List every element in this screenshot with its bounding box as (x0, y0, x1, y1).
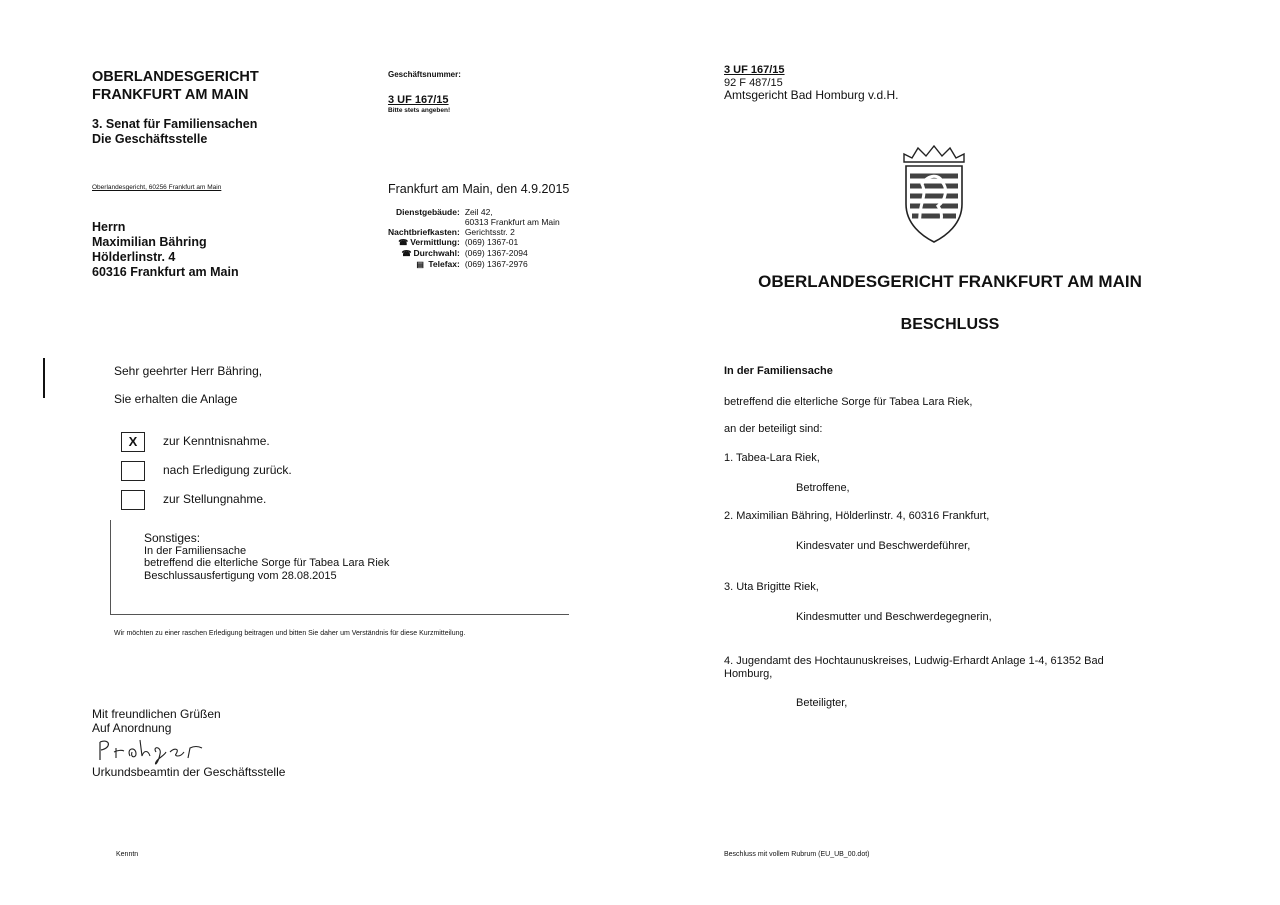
party-4-role: Beteiligter, (796, 697, 848, 709)
party-2-role: Kindesvater und Beschwerdeführer, (796, 540, 971, 552)
document-title: BESCHLUSS (900, 316, 1000, 333)
case-number-label: Geschäftsnummer: (388, 70, 461, 79)
sender-line: Oberlandesgericht, 60256 Frankfurt am Main (92, 184, 222, 191)
telefax-label: Telefax: (428, 259, 460, 269)
dienstgebaeude-value (465, 207, 560, 227)
greeting: Sehr geehrter Herr Bähring, (114, 364, 263, 378)
recipient-street: Hölderlinstr. 4 (92, 250, 176, 264)
recipient-city: 60316 Frankfurt am Main (92, 265, 239, 279)
vermittlung-row-label (388, 237, 465, 248)
checkbox-kenntnisnahme[interactable]: X (121, 432, 145, 452)
telefax-row-label (388, 259, 465, 270)
sonstiges-block (144, 532, 389, 582)
checkbox-stellungnahme[interactable] (121, 490, 145, 510)
court-contact-info (388, 207, 560, 270)
nachtbriefkasten-label: Nachtbriefkasten: (388, 227, 460, 237)
party-4-line1: 4. Jugendamt des Hochtaunuskreises, Ludwig-Erhardt Anlage 1-4, 61352 Bad (724, 655, 1104, 667)
case-number-note: Bitte stets angeben! (388, 107, 451, 114)
anlage-intro: Sie erhalten die Anlage (114, 392, 238, 406)
familiensache-heading: In der Familiensache (724, 365, 833, 377)
phone-icon: ☎ (401, 249, 412, 258)
geschaeftsstelle-line: Die Geschäftsstelle (92, 132, 208, 146)
durchwahl-value: (069) 1367-2094 (464, 248, 528, 258)
beschluss-footer: Beschluss mit vollem Rubrum (EU_UB_00.dot) (724, 851, 870, 858)
court-header (92, 68, 352, 104)
sonstiges-title: Sonstiges: (144, 531, 201, 545)
nachtbriefkasten-value: Gerichtsstr. 2 (464, 227, 515, 237)
vermittlung-value: (069) 1367-01 (464, 237, 519, 247)
party-1: 1. Tabea-Lara Riek, (724, 452, 820, 464)
party-1-role: Betroffene, (796, 482, 850, 494)
party-2: 2. Maximilian Bähring, Hölderlinstr. 4, 60316 Frankfurt, (724, 510, 990, 522)
letter-footer: Kenntn (116, 851, 139, 858)
notice-text: Wir möchten zu einer raschen Erledigung beitragen und bitten Sie daher um Verständnis für diese Kurzmitteilung. (114, 630, 466, 637)
checkbox-stellungnahme-label: zur Stellungnahme. (163, 492, 267, 506)
sonstiges-line: betreffend die elterliche Sorge für Tabea Lara Riek (144, 557, 390, 569)
margin-mark (43, 358, 45, 398)
closing-regards: Mit freundlichen Grüßen (92, 707, 221, 721)
party-4-line2: Homburg, (724, 668, 773, 680)
party-3-role: Kindesmutter und Beschwerdegegnerin, (796, 611, 992, 623)
durchwahl-label: Durchwahl: (413, 248, 460, 258)
sonstiges-line: Beschlussausfertigung vom 28.08.2015 (144, 569, 337, 582)
senat-line: 3. Senat für Familiensachen (92, 117, 258, 131)
dienstgebaeude-line2: 60313 Frankfurt am Main (464, 217, 560, 227)
court-name-line2: FRANKFURT AM MAIN (92, 87, 249, 103)
checkbox-erledigung-label: nach Erledigung zurück. (163, 463, 292, 477)
recipient-salutation: Herrn (92, 220, 126, 234)
party-4 (724, 655, 1104, 681)
reference-lower-court: Amtsgericht Bad Homburg v.d.H. (724, 88, 899, 102)
closing (92, 707, 221, 735)
official-title: Urkundsbeamtin der Geschäftsstelle (92, 765, 286, 779)
phone-icon: ☎ (398, 238, 409, 247)
place-date: Frankfurt am Main, den 4.9.2015 (388, 182, 570, 196)
reference-block (724, 64, 899, 102)
parties-intro: an der beteiligt sind: (724, 423, 823, 435)
dienstgebaeude-line1: Zeil 42, (464, 207, 493, 217)
vermittlung-label: Vermittlung: (410, 237, 460, 247)
fax-icon: ▤ (416, 260, 424, 269)
senat-block (92, 117, 257, 147)
checkbox-erledigung[interactable] (121, 461, 145, 481)
case-number: 3 UF 167/15 (388, 94, 449, 106)
handwritten-signature (96, 734, 208, 766)
durchwahl-row-label (388, 248, 465, 259)
dienstgebaeude-label: Dienstgebäude: (396, 207, 460, 217)
reference-case-number: 3 UF 167/15 (724, 64, 785, 76)
sonstiges-line: In der Familiensache (144, 544, 247, 557)
checkbox-kenntnisnahme-label: zur Kenntnisnahme. (163, 434, 270, 448)
party-3: 3. Uta Brigitte Riek, (724, 581, 819, 593)
subject-line: betreffend die elterliche Sorge für Tabea Lara Riek, (724, 396, 973, 408)
reference-lower-case-number: 92 F 487/15 (724, 76, 783, 89)
hessen-coat-of-arms-icon (898, 144, 970, 244)
closing-anordnung: Auf Anordnung (92, 721, 172, 735)
recipient-name: Maximilian Bähring (92, 235, 207, 249)
court-name-line1: OBERLANDESGERICHT (92, 69, 259, 85)
recipient-address (92, 220, 239, 280)
telefax-value: (069) 1367-2976 (464, 259, 528, 269)
court-title: OBERLANDESGERICHT FRANKFURT AM MAIN (758, 272, 1142, 291)
